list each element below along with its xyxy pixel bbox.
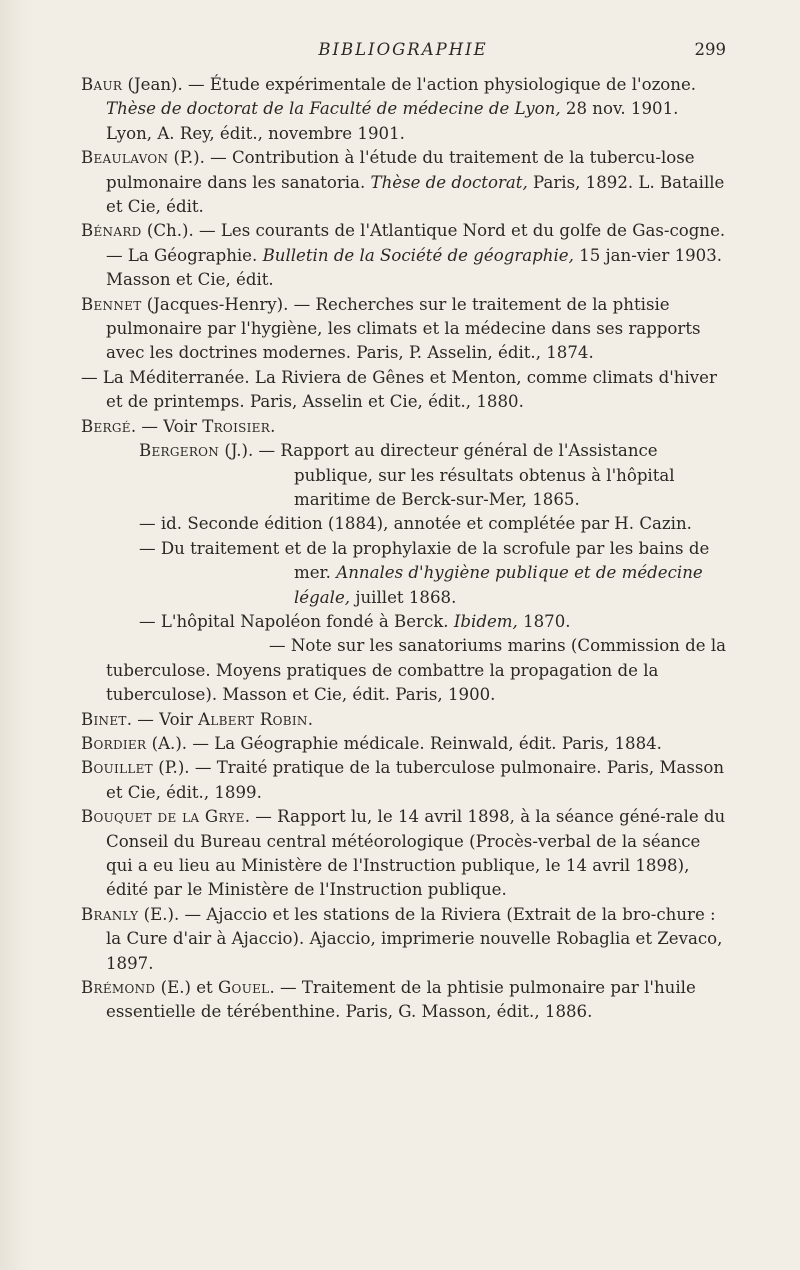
entry-text: . — Voir — [130, 416, 203, 436]
entry-text: (A.). — La Géographie médicale. Reinwald, édit. Paris, 1884. — [146, 733, 662, 753]
bib-entry-bouquet-de-la-grye — [81, 805, 728, 903]
entry-text: . — Rapport lu, le 14 avril 1898, à la séance géné-rale du Conseil du Bureau central météorologique (Procès-verbal de la séance qui a eu lieu au Ministère de l'Instruction publique, le 14 avril 1898), édité par le Ministère de l'Instruction publique. — [106, 807, 726, 900]
entry-author: Binet — [81, 709, 127, 729]
page-header — [80, 40, 726, 70]
entry-author: Brémond — [81, 978, 156, 998]
entry-text: (E.). — Ajaccio et les stations de la Riviera (Extrait de la bro-chure : la Cure d'air à Ajaccio). Ajaccio, imprimerie nouvelle Robaglia et Zevaco, 1897. — [106, 904, 723, 973]
entry-author: Branly — [81, 904, 139, 924]
bibliography-list — [81, 73, 728, 1025]
entry-text: — id. Seconde édition (1884), annotée et complétée par H. Cazin. — [139, 514, 692, 534]
entry-text: (Jean). — Étude expérimentale de l'action physiologique de l'ozone. — [122, 75, 697, 94]
entry-text: — Note sur les sanatoriums marins (Commission de la tuberculose. Moyens pratiques de combattre la propagation de la tuberculose). Masson et Cie, édit. Paris, 1900. — [106, 636, 727, 705]
bib-entry-baur — [81, 73, 728, 146]
entry-journal: Bulletin de la Société de géographie, — [262, 245, 574, 265]
entry-tail: 28 nov. 1901. Lyon, A. Rey, édit., novembre 1901. — [106, 99, 679, 143]
bib-entry-binet — [81, 708, 728, 732]
entry-text: . — Voir — [126, 709, 199, 729]
bib-entry-bergeron-3 — [81, 537, 728, 610]
entry-text: (Ch.). — Les courants de l'Atlantique Nord et du golfe de Gas-cogne. — La Géographie. — [106, 221, 726, 265]
bib-entry-bergeron-5 — [81, 634, 728, 707]
entry-text: — La Méditerranée. La Riviera de Gênes et Menton, comme climats d'hiver et de printemps. Paris, Asselin et Cie, édit., 1880. — [81, 367, 717, 412]
entry-journal: Ibidem, — [453, 611, 518, 631]
entry-author: Bordier — [81, 733, 147, 753]
entry-cross-ref: Troisier. — [202, 416, 276, 436]
page-binding-edge — [0, 0, 34, 1270]
entry-author: Bergeron — [139, 441, 220, 461]
entry-tail: 1870. — [517, 611, 571, 631]
entry-text: (P.). — Traité pratique de la tuberculose pulmonaire. Paris, Masson et Cie, édit., 1899. — [106, 758, 725, 802]
bib-entry-bennet — [81, 293, 728, 366]
entry-cross-ref: Albert Robin. — [198, 709, 314, 729]
entry-tail: . — Traitement de la phtisie pulmonaire par l'huile essentielle de térébenthine. Paris, G. Masson, édit., 1886. — [106, 978, 696, 1022]
entry-text: (P.). — Contribution à l'étude du traitement de la tubercu-lose pulmonaire dans les sanatoria. — [106, 148, 695, 192]
entry-text: — Du traitement et de la prophylaxie de la scrofule par les bains de mer. — [139, 538, 710, 583]
entry-author: Bouquet de la Grye — [81, 807, 245, 827]
entry-journal: Thèse de doctorat de la Faculté de médecine de Lyon, — [106, 99, 561, 119]
bib-entry-bergeron-2 — [81, 512, 728, 536]
entry-text: (Jacques-Henry). — Recherches sur le traitement de la phtisie pulmonaire par l'hygiène, les climats et la médecine dans ses rapports avec les doctrines modernes. Paris, P. Asselin, édit., 1874. — [106, 294, 701, 363]
entry-journal: Annales d'hygiène publique et de médecine légale, — [294, 563, 703, 607]
bib-entry-branly — [81, 903, 728, 976]
bib-entry-bordier — [81, 732, 728, 756]
entry-author: Bergé — [81, 416, 131, 436]
entry-author: Beaulavon — [81, 148, 169, 168]
bib-entry-benard — [81, 219, 728, 292]
page-number: 299 — [694, 40, 726, 59]
bib-entry-bergeron-4 — [81, 610, 728, 634]
entry-coauthor: Gouel — [218, 978, 270, 998]
entry-journal: Thèse de doctorat, — [370, 172, 528, 192]
entry-text: (E.) et — [155, 978, 218, 998]
bib-entry-bennet-2 — [81, 366, 728, 415]
running-title: BIBLIOGRAPHIE — [318, 40, 488, 59]
bib-entry-beaulavon — [81, 146, 728, 219]
bib-entry-bouillet — [81, 756, 728, 805]
entry-author: Bennet — [81, 294, 142, 314]
entry-tail: 15 jan-vier 1903. Masson et Cie, édit. — [106, 245, 723, 290]
entry-author: Baur — [81, 75, 123, 94]
bib-entry-bergeron — [81, 439, 728, 512]
bib-entry-bremond — [81, 976, 728, 1025]
entry-text: — L'hôpital Napoléon fondé à Berck. — [139, 611, 454, 631]
entry-text: (J.). — Rapport au directeur général de l'Assistance publique, sur les résultats obtenus à l'hôpital maritime de Berck-sur-Mer, 1865. — [219, 441, 675, 509]
bib-entry-berge — [81, 415, 728, 439]
entry-tail: juillet 1868. — [350, 587, 457, 607]
entry-author: Bénard — [81, 221, 142, 241]
entry-author: Bouillet — [81, 758, 153, 778]
entry-tail: Paris, 1892. L. Bataille et Cie, édit. — [106, 172, 725, 217]
